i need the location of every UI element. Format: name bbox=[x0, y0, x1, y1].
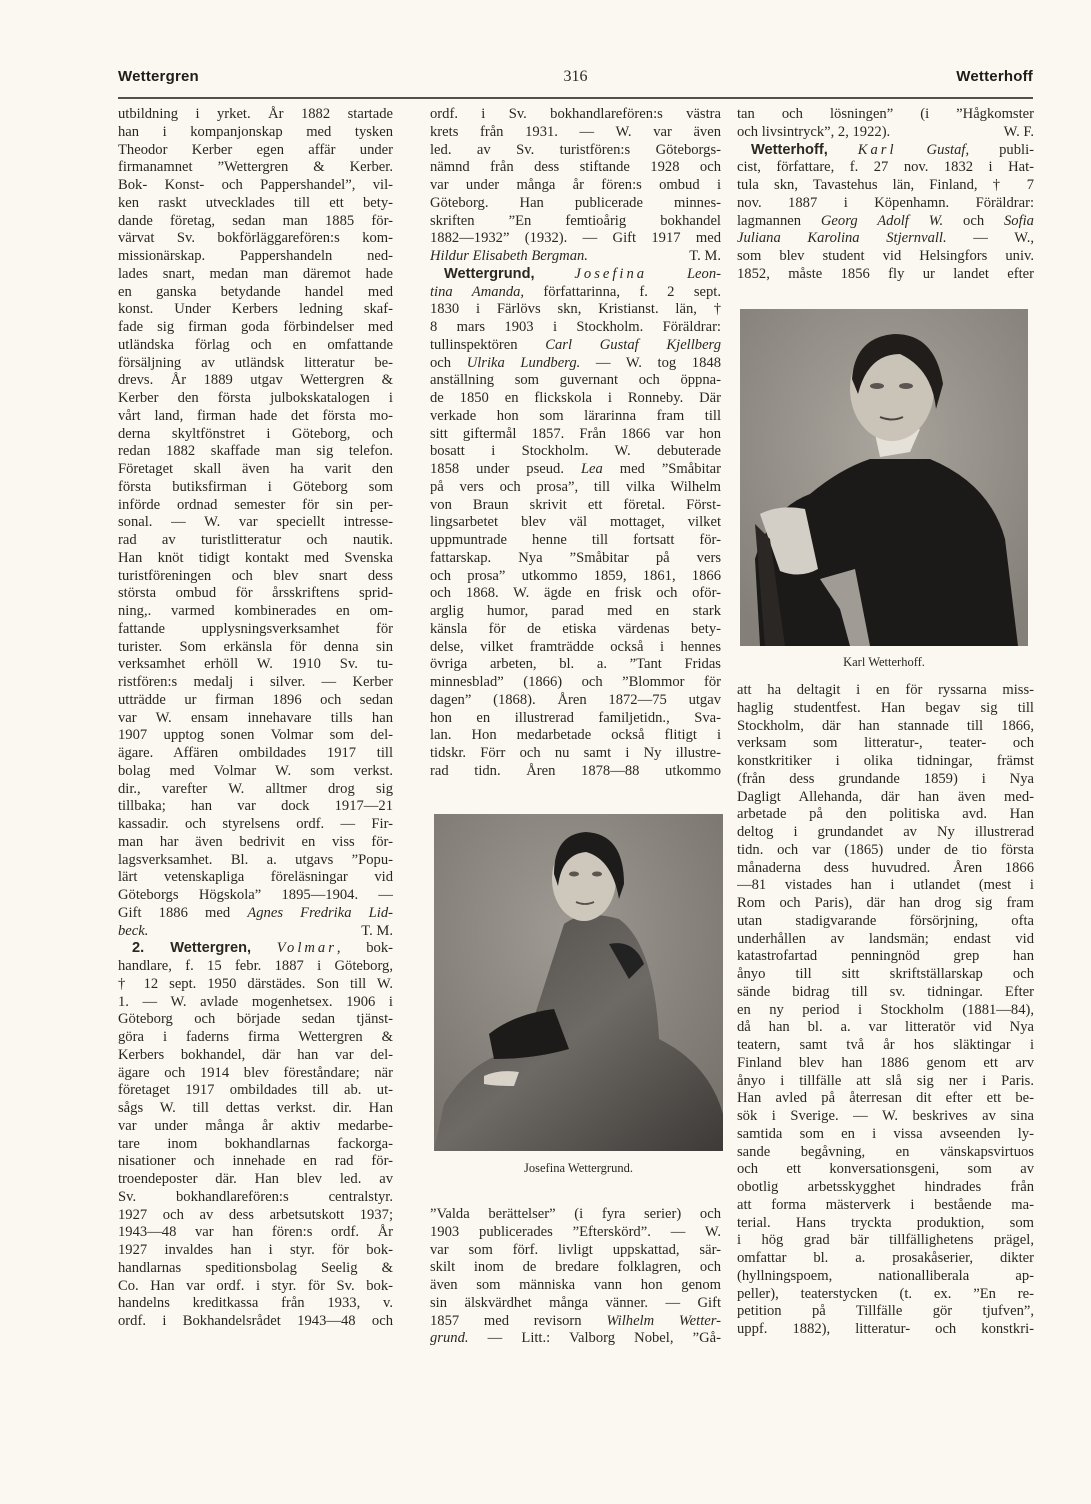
text-line: en ny period i Stockholm (1881—84), bbox=[737, 1001, 1034, 1018]
text-line: lades snart, medan man däremot hade bbox=[118, 265, 393, 282]
text-line: fade sig firman goda förbindelser med bbox=[118, 319, 393, 335]
photo-caption-karl: Karl Wetterhoff. bbox=[843, 655, 925, 669]
text-line: handelns kreditkassa från 1933, v. bbox=[118, 1295, 393, 1312]
text-line: göra i faderns firma Wettergren & bbox=[118, 1029, 393, 1045]
text-line: och 1868. W. ägde en frisk och oför- bbox=[430, 585, 721, 602]
text-line: 1907 upptog sonen Volmar som del- bbox=[118, 727, 393, 744]
column-middle-bottom bbox=[430, 1206, 721, 1348]
text-line: uppmuntrade henne till fortsatt för- bbox=[430, 532, 721, 548]
text-line: de 1850 en flickskola i Ronneby. Där bbox=[430, 390, 721, 406]
text-line: nämnd från dess stiftande 1928 och bbox=[430, 159, 721, 176]
text-line: —81 vistades han i utlandet (mest i bbox=[737, 877, 1034, 894]
text-line: 1858 under pseud. Lea med ”Småbitar bbox=[430, 461, 721, 477]
text-line: utländska förlag och en omfattande bbox=[118, 336, 393, 353]
italic-name: Carl Gustaf Kjellberg bbox=[545, 336, 721, 353]
entry-headword: Wettergrund, bbox=[444, 265, 535, 282]
text-line: kassadir. och styrelsens ordf. — Fir- bbox=[118, 816, 393, 832]
text-line: arglig humor, parad med en stark bbox=[430, 603, 721, 619]
text-line: ägare. Affären ombildades 1917 till bbox=[118, 745, 393, 761]
text-line: troendeposter där. Han blev led. av bbox=[118, 1171, 393, 1187]
text-line: redan 1882 skaffade man sig telefon. bbox=[118, 443, 393, 460]
text-line: 1903 publicerades ”Efterskörd”. — W. bbox=[430, 1223, 721, 1240]
text-line: Han avled på återresan dit efter ett be- bbox=[737, 1090, 1034, 1107]
text-line: försäljning av utländsk litteratur be- bbox=[118, 354, 393, 371]
text-line: (hyllningspoem, nationalliberala ap- bbox=[737, 1267, 1034, 1284]
text-line: rad tidn. Åren 1878—88 utkommo bbox=[430, 762, 721, 779]
text-line: Dagligt Allehanda, där han även med- bbox=[737, 788, 1034, 805]
text-line: Rom och Paris), där han drog sig fram bbox=[737, 895, 1034, 911]
text-line: tillbaka; han var dock 1917—21 bbox=[118, 798, 393, 815]
text-line: tullinspektören Carl Gustaf Kjellberg bbox=[430, 336, 721, 353]
italic-name: Agnes Fredrika Lid- bbox=[247, 904, 393, 921]
text-line: ånyo till sitt skriftställarskap och bbox=[737, 966, 1034, 982]
text-line: var W. ensam innehavare tills han bbox=[118, 709, 393, 726]
text-line: ägare och 1914 blev föreståndare; när bbox=[118, 1064, 393, 1081]
text-line: och ett konversationsgeni, som av bbox=[737, 1161, 1034, 1178]
text-line bbox=[118, 923, 393, 941]
text-line: bosatt i Stockholm. W. debuterade bbox=[430, 443, 721, 460]
column-left bbox=[118, 106, 393, 1331]
text-line: Stockholm, där han stannade till 1866, bbox=[737, 717, 1034, 734]
text-line: Göteborg. Han publicerade minnes- bbox=[430, 194, 721, 211]
text-line: Han knöt tidigt kontakt med Svenska bbox=[118, 549, 393, 566]
text-line: konstkritiker i olika tidningar, främst bbox=[737, 753, 1034, 769]
text-line: månaderna dess huvudred. Åren 1866 bbox=[737, 859, 1034, 876]
text-line: och prosa” utkommo 1859, 1861, 1866 bbox=[430, 567, 721, 584]
text-line: dir., varefter W. alltmer drog sig bbox=[118, 780, 393, 797]
text-line: terial. Hans tryckta produktion, som bbox=[737, 1214, 1034, 1231]
text-line: turistföreningen och blev snart dess bbox=[118, 567, 393, 584]
text-line: missionärskap. Pappershandeln ned- bbox=[118, 248, 393, 264]
text-line: skilt inom de bredare folklagren, och bbox=[430, 1259, 721, 1276]
author-signature: T. M. bbox=[361, 922, 393, 939]
text-line: Sv. bokhandlarefören:s centralstyr. bbox=[118, 1188, 393, 1205]
text-line: sök i Sverige. — W. beskrives av sina bbox=[737, 1108, 1034, 1124]
text-line: omfattar bl. a. prosakåserier, dikter bbox=[737, 1250, 1034, 1266]
text-line: ken raskt utvecklades till ett bety- bbox=[118, 194, 393, 211]
text-line: dagen” (1868). Åren 1872—75 utgav bbox=[430, 691, 721, 708]
text-line: 1830 i Färlövs skn, Kristianst. län, † bbox=[430, 301, 721, 318]
text-line: cist, författare, f. 27 nov. 1832 i Hat- bbox=[737, 159, 1034, 176]
text-line: vårt land, firman hade det första mo- bbox=[118, 407, 393, 424]
text-line: fattarskap. Nya ”Småbitar på vers bbox=[430, 549, 721, 566]
text-line: Företaget skall även ha varit den bbox=[118, 461, 393, 477]
text-line: verksam som litteratur-, teater- och bbox=[737, 735, 1034, 752]
italic-name: Gustaf, bbox=[926, 141, 970, 158]
text-line: var som förf. livligt uppskattad, sär- bbox=[430, 1241, 721, 1258]
text-line: 1852, måste 1856 fly ur landet efter bbox=[737, 265, 1034, 282]
italic-name: tina Amanda, bbox=[430, 283, 525, 300]
text-line: känsla för de etiska värdenas bety- bbox=[430, 620, 721, 637]
text-line: införde ordnad semester för sin per- bbox=[118, 496, 393, 513]
text-line: handlarnas speditionsbolag Seelig & bbox=[118, 1259, 393, 1276]
author-signature: T. M. bbox=[689, 248, 721, 264]
text-line: 1. — W. avlade mogenhetsex. 1906 i bbox=[118, 993, 393, 1010]
text-line: 1927 och av dess arbetsutskott 1937; bbox=[118, 1206, 393, 1223]
text-line: minnesblad” (1866) och ”Blommor för bbox=[430, 674, 721, 690]
text-line: sande begåvning, en vänskapsvirtuos bbox=[737, 1143, 1034, 1160]
italic-name: Wilhelm Wetter- bbox=[606, 1312, 721, 1329]
page-number: 316 bbox=[563, 68, 588, 85]
portrait-man-icon bbox=[740, 309, 1028, 646]
text-line: tare inom bokhandlarnas fackorga- bbox=[118, 1135, 393, 1152]
text-line: † 12 sept. 1950 därstädes. Son till W. bbox=[118, 975, 393, 992]
italic-name: Hildur Elisabeth Bergman. bbox=[430, 248, 588, 264]
text-line: underhållen av landsmän; endast vid bbox=[737, 930, 1034, 947]
text-line: Göteborgs Högskola” 1895—1904. — bbox=[118, 887, 393, 903]
text-line: nov. 1887 i Köpenhamn. Föräldrar: bbox=[737, 194, 1034, 211]
text-line: ”Valda berättelser” (i fyra serier) och bbox=[430, 1206, 721, 1222]
text-line: ristfören:s medalj i silver. — Kerber bbox=[118, 674, 393, 690]
text-line: som blev student vid Helsingfors univ. bbox=[737, 248, 1034, 264]
column-right-top bbox=[737, 106, 1034, 284]
text-line: samtida som en i vissa avseenden ly- bbox=[737, 1125, 1034, 1142]
italic-name: Juliana Karolina Stjernvall. bbox=[737, 230, 947, 247]
running-header bbox=[118, 68, 1033, 90]
text-line: 1882—1932” (1932). — Gift 1917 med bbox=[430, 230, 721, 247]
text-line: turister. Som erkänsla för denna sin bbox=[118, 638, 393, 655]
text-line: ning,. varmed kombinerades en om- bbox=[118, 603, 393, 619]
italic-name: beck. bbox=[118, 922, 149, 939]
text-line: han i kompanjonskap med tysken bbox=[118, 123, 393, 140]
text-line: största ombud för årsskriftens sprid- bbox=[118, 585, 393, 602]
text-line: tina Amanda, författarinna, f. 2 sept. bbox=[430, 283, 721, 300]
text-line: tan och lösningen” (i ”Hågkomster bbox=[737, 106, 1034, 122]
text-line: 1857 med revisorn Wilhelm Wetter- bbox=[430, 1312, 721, 1329]
italic-name: Leon- bbox=[686, 265, 721, 282]
text-line: sitt giftermål 1857. Från 1866 var hon bbox=[430, 425, 721, 442]
text-line: övriga arbeten, bl. a. ”Tant Fridas bbox=[430, 656, 721, 673]
text-line: sin älskvärdhet många vänner. — Gift bbox=[430, 1294, 721, 1311]
author-signature: W. F. bbox=[1003, 123, 1034, 140]
text-line: en ganska betydande handel med bbox=[118, 283, 393, 300]
line-text bbox=[118, 923, 148, 941]
header-rule bbox=[118, 97, 1033, 99]
text-line: delse, vilket framträdde också i hennes bbox=[430, 638, 721, 655]
text-line: även som människa vann hon genom bbox=[430, 1277, 721, 1293]
text-line: arbetade på den politiska avd. Han bbox=[737, 806, 1034, 823]
text-line: (från dess grundande 1859) i Nya bbox=[737, 770, 1034, 787]
text-line: Kerbers bokhandel, där han var del- bbox=[118, 1046, 393, 1063]
portrait-woman-icon bbox=[434, 814, 723, 1151]
text-line: utträdde ur firman 1896 och sedan bbox=[118, 691, 393, 708]
text-line: von Braun skrivit ett företal. Först- bbox=[430, 496, 721, 513]
text-line: Juliana Karolina Stjernvall. — W., bbox=[737, 230, 1034, 247]
text-line: lärt vetenskapliga föreläsningar vid bbox=[118, 869, 393, 886]
text-line: var under många år aktiv medarbe- bbox=[118, 1117, 393, 1134]
line-text: och livsintryck”, 2, 1922). bbox=[737, 123, 891, 140]
text-line: obotlig arbetsskygghet hindrades från bbox=[737, 1179, 1034, 1195]
entry-given-name: Josefina bbox=[574, 265, 648, 282]
text-line: sände bidrag till sv. tidningar. Efter bbox=[737, 983, 1034, 1000]
text-line: värvat Sv. bokförläggarefören:s kom- bbox=[118, 230, 393, 247]
text-line: deltog i grundandet av Ny illustrerad bbox=[737, 824, 1034, 840]
text-line: var under många år fören:s ombud i bbox=[430, 177, 721, 193]
header-right-keyword: Wetterhoff bbox=[956, 68, 1033, 85]
text-line: lagsverksamhet. Bl. a. utgavs ”Popu- bbox=[118, 851, 393, 868]
italic-name: Sofia bbox=[1003, 212, 1034, 229]
text-line: verkade hon som lärarinna fram till bbox=[430, 407, 721, 424]
header-left-keyword: Wettergren bbox=[118, 68, 199, 85]
text-line: Gift 1886 med Agnes Fredrika Lid- bbox=[118, 904, 393, 921]
text-line: tidskr. Förr och nu samt i Ny illustre- bbox=[430, 745, 721, 761]
text-line: Göteborg och började sedan tjänst- bbox=[118, 1011, 393, 1028]
text-line: hon en illustrerad familjetidn., Sva- bbox=[430, 709, 721, 726]
text-line: Finland blev han 1886 genom ett arv bbox=[737, 1054, 1034, 1071]
text-line: utan stadigvarande försörjning, ofta bbox=[737, 912, 1034, 929]
text-line: led. av Sv. turistfören:s Göteborgs- bbox=[430, 141, 721, 158]
text-line: haglig studentfest. Han begav sig till bbox=[737, 699, 1034, 716]
portrait-photo-karl-wetterhoff bbox=[740, 309, 1028, 646]
text-line: på vers och prosa”, till vilka Wilhelm bbox=[430, 478, 721, 495]
text-line: första butiksfirman i Göteborg som bbox=[118, 478, 393, 495]
text-line: skriften ”En femtioårig bokhandel bbox=[430, 212, 721, 229]
text-line: företaget 1917 ombildades till ab. ut- bbox=[118, 1082, 393, 1099]
text-line: 8 mars 1903 i Stockholm. Föräldrar: bbox=[430, 319, 721, 335]
text-line: dande företag, sedan man 1885 för- bbox=[118, 212, 393, 229]
text-line: katastrofartad penningnöd grep han bbox=[737, 948, 1034, 965]
text-line: lingsarbetet blev väl mottaget, vilket bbox=[430, 514, 721, 531]
text-line: lagmannen Georg Adolf W. och Sofia bbox=[737, 212, 1034, 229]
text-line: teatern, samt två år hos släktingar i bbox=[737, 1037, 1034, 1053]
text-line: firmanamnet ”Wettergren & Kerber. bbox=[118, 159, 393, 176]
text-line: peller), teaterstycken (t. ex. ”En re- bbox=[737, 1285, 1034, 1302]
text-line: Theodor Kerber egen affär under bbox=[118, 141, 393, 158]
text-line bbox=[430, 248, 721, 266]
column-middle-top bbox=[430, 106, 721, 781]
text-line: sågs W. till dettas verkst. dir. Han bbox=[118, 1100, 393, 1116]
entry-headword: Wetterhoff, bbox=[751, 141, 828, 158]
text-line: då han bl. a. var litteratör vid Nya bbox=[737, 1019, 1034, 1036]
text-line: verksamhet erhöll W. 1910 Sv. tu- bbox=[118, 656, 393, 673]
text-line: petition på Tillfälle gör tjufven”, bbox=[737, 1303, 1034, 1320]
text-line: ordf. i Sv. bokhandlarefören:s västra bbox=[430, 106, 721, 122]
photo-caption-josefina: Josefina Wettergrund. bbox=[524, 1161, 633, 1175]
text-line: Wetterhoff, Karl Gustaf, publi- bbox=[751, 141, 1034, 158]
text-line: ordf. i Bokhandelsrådet 1943—48 och bbox=[118, 1313, 393, 1329]
entry-given-name: Volmar bbox=[276, 940, 337, 957]
italic-name: grund. bbox=[430, 1330, 469, 1347]
text-line: nisationer och innehade en rad för- bbox=[118, 1153, 393, 1170]
text-line: bolag med Volmar W. som verkst. bbox=[118, 762, 393, 779]
text-line: 1943—48 var han fören:s ordf. År bbox=[118, 1224, 393, 1241]
text-line: 2. Wettergren, Volmar, bok- bbox=[132, 940, 393, 957]
column-right-bottom bbox=[737, 682, 1034, 1339]
text-line: rad av turistlitteratur och nautik. bbox=[118, 532, 393, 548]
text-line: grund. — Litt.: Valborg Nobel, ”Gå- bbox=[430, 1330, 721, 1347]
text-line: 1927 invaldes han i styr. för bok- bbox=[118, 1242, 393, 1258]
text-line: i hög grad bär tillfällighetens prägel, bbox=[737, 1232, 1034, 1249]
text-line: man har även bedrivit en viss för- bbox=[118, 833, 393, 850]
entry-headword: 2. Wettergren, bbox=[132, 940, 252, 957]
text-line: drevs. År 1889 utgav Wettergren & bbox=[118, 372, 393, 389]
text-line: Bok- Konst- och Pappershandel”, vil- bbox=[118, 177, 393, 193]
text-line: konst. Under Kerbers ledning skaf- bbox=[118, 301, 393, 318]
text-line: att ha deltagit i en för ryssarna miss- bbox=[737, 682, 1034, 698]
text-line: att forma mästerverk i bestående ma- bbox=[737, 1196, 1034, 1213]
text-line: Co. Han var ordf. i styr. för Sv. bok- bbox=[118, 1277, 393, 1294]
text-line: tula skn, Tavastehus län, Finland, † 7 bbox=[737, 177, 1034, 193]
italic-name: Ulrika Lundberg. bbox=[466, 354, 581, 371]
text-line bbox=[430, 266, 721, 284]
text-line: uppf. 1882), litteratur- och konstkri- bbox=[737, 1321, 1034, 1337]
text-line: och Ulrika Lundberg. — W. tog 1848 bbox=[430, 354, 721, 371]
text-line bbox=[737, 124, 1034, 142]
text-line: ånyo i tillfälle att slå sig ner i Paris. bbox=[737, 1072, 1034, 1089]
text-line: Kerber den första julbokskatalogen i bbox=[118, 390, 393, 406]
italic-name: Lea bbox=[580, 461, 603, 477]
portrait-photo-josefina-wettergrund bbox=[434, 814, 723, 1151]
entry-given-name: Karl bbox=[857, 141, 897, 158]
text-line: anställning som guvernant och öppna- bbox=[430, 372, 721, 389]
text-line: krets från 1931. — W. var även bbox=[430, 123, 721, 140]
text-line: sonal. — W. var speciellt intresse- bbox=[118, 514, 393, 531]
text-line: fattande upplysningsverksamhet för bbox=[118, 620, 393, 637]
text-line: utbildning i yrket. År 1882 startade bbox=[118, 106, 393, 122]
text-line: lan. Hon medarbetade också flitigt i bbox=[430, 727, 721, 744]
text-line: handlare, f. 15 febr. 1887 i Göteborg, bbox=[118, 958, 393, 974]
line-text bbox=[430, 248, 588, 266]
text-line: tidn. och var (1865) under de tio första bbox=[737, 841, 1034, 858]
text-line: derna skyltfönstret i Göteborg, och bbox=[118, 425, 393, 442]
italic-name: Georg Adolf W. bbox=[820, 212, 944, 229]
